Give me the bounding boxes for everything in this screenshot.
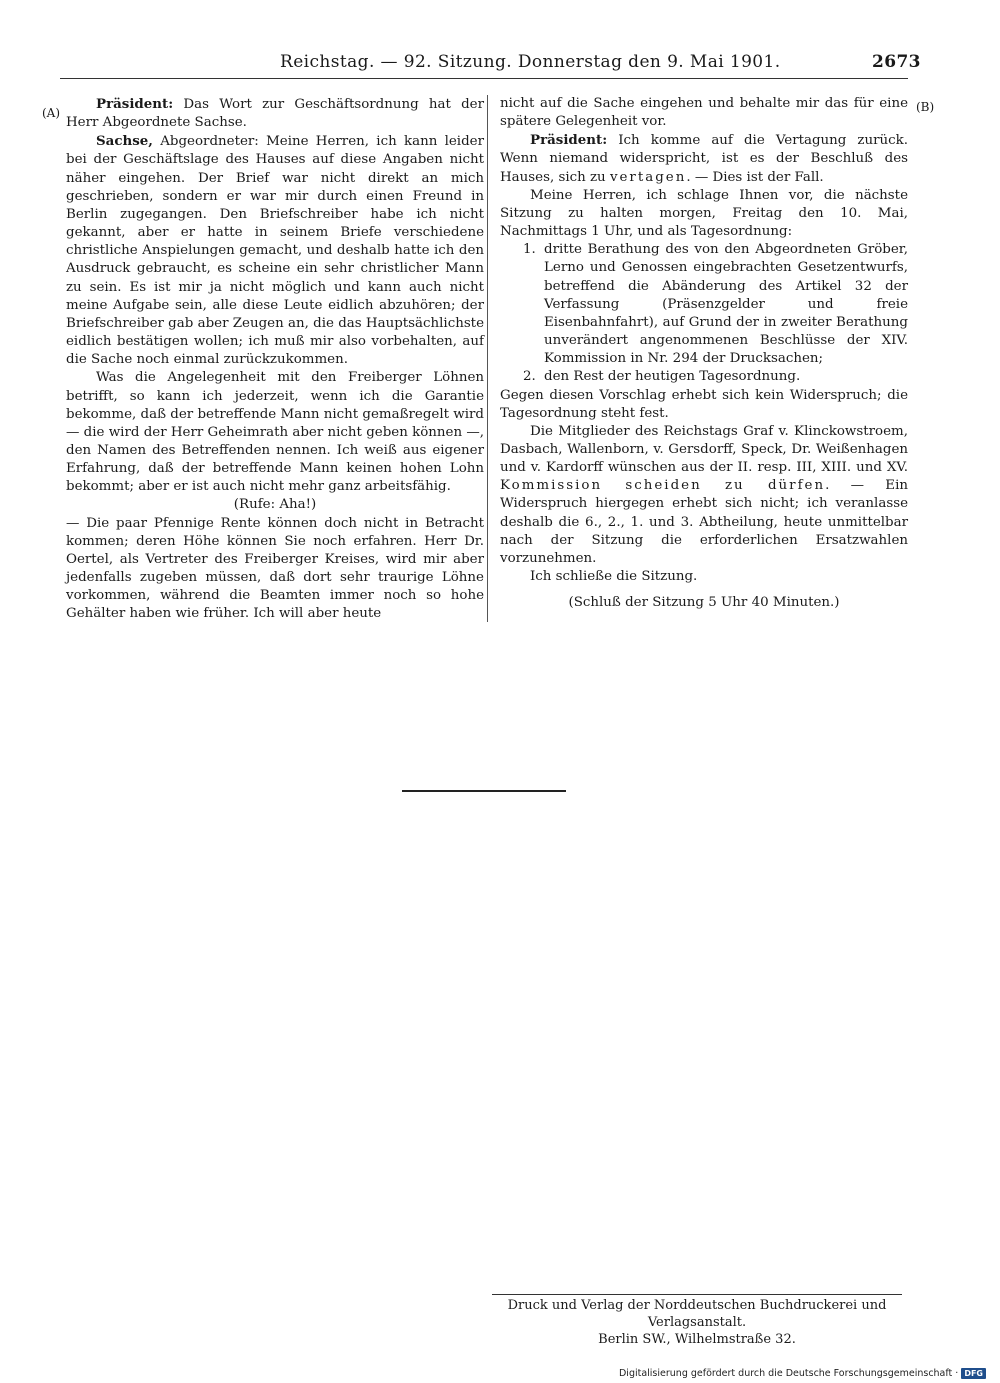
- dfg-separator: ·: [955, 1368, 959, 1379]
- paragraph: [66, 132, 484, 369]
- dfg-credit-text: Digitalisierung gefördert durch die Deutsche Forschungsgemeinschaft: [618, 1368, 953, 1379]
- paragraph-text: Das Wort zur Geschäftsordnung hat der Herr Abgeordnete Sachse.: [66, 97, 484, 131]
- section-end-rule: [402, 790, 566, 792]
- paragraph: [500, 131, 908, 186]
- paragraph: Ich schließe die Sitzung.: [530, 569, 698, 585]
- printer-imprint: [492, 1297, 902, 1348]
- paragraph: Meine Herren, ich schlage Ihnen vor, die nächste Sitzung zu halten morgen, Freitag den 10. Mai, Nachmittags 1 Uhr, und als Tagesordnung:: [500, 187, 908, 240]
- speaker-name: Präsident:: [96, 96, 174, 112]
- paragraph: — Die paar Pfennige Rente können doch nicht in Betracht kommen; deren Höhe können Sie noch erfahren. Herr Dr. Oertel, als Vertreter des Freiberger Kreises, wird mir aber jedenfalls zugeben müssen, daß dort sehr traurige Löhne vorkommen, während die Beamten immer noch so hohe Gehälter haben wie früher. Ich will aber heute: [66, 515, 484, 622]
- paragraph: Was die Angelegenheit mit den Freiberger Löhnen betrifft, so kann ich jederzeit, wenn ich die Garantie bekomme, daß der betreffende Mann nicht gemaßregelt wird — die wird der Herr Geheimrath aber nicht geben können —, den Namen des Betreffenden nennen. Ich weiß aus eigener Erfahrung, daß der betreffende Mann keinen hohen Lohn bekommt; aber er ist auch nicht mehr ganz arbeitsfähig.: [66, 370, 484, 495]
- header-rule: [60, 78, 908, 79]
- footer-rule: [492, 1294, 902, 1295]
- paragraph-text: . — Ein Widerspruch hiergegen erhebt sich nicht; ich veranlasse deshalb die 6., 2., 1. und 3. Abtheilung, heute unmittelbar nach der Sitzung die erforderlichen Ersatzwahlen vorzunehmen.: [500, 478, 908, 566]
- speaker-name: Präsident:: [530, 132, 608, 149]
- printer-address: Berlin SW., Wilhelmstraße 32.: [598, 1332, 796, 1347]
- paragraph: [500, 423, 908, 568]
- interjection: (Rufe: Aha!): [233, 497, 317, 513]
- paragraph: nicht auf die Sache eingehen und behalte mir das für eine spätere Gelegenheit vor.: [500, 96, 908, 130]
- agenda-list: [500, 241, 908, 386]
- agenda-item: 1. dritte Berathung des von den Abgeordneten Gröber, Lerno und Genossen eingebrachten Gesetzentwurfs, betreffend die Abänderung des Artikel 32 der Verfassung (Präsenzgelder und freie Eisenbahnfahrt), auf Grund der in zweiter Berathung unverändert angenommenen Beschlüsse der XIV. Kommission in Nr. 294 der Drucksachen;: [540, 241, 908, 368]
- left-column: [66, 95, 484, 624]
- closing-note: (Schluß der Sitzung 5 Uhr 40 Minuten.): [568, 595, 840, 611]
- column-divider: [487, 95, 488, 622]
- spaced-text: vertagen: [609, 169, 687, 185]
- paragraph-text: Abgeordneter: Meine Herren, ich kann leider bei der Geschäftslage des Hauses auf diese Angaben nicht näher eingehen. Der Brief war nicht direkt an mich geschrieben, sondern er war mir durch einen Freund in Berlin zugegangen. Den Briefschreiber habe ich nicht gekannt, aber er hatte in seinem Briefe verschiedene christliche Anspielungen gemacht, und deshalb hatte ich den Ausdruck gebraucht, es scheine ein sehr christlicher Mann zu sein. Es ist mir ja nicht möglich und kann auch nicht meine Aufgabe sein, alle diese Leute eidlich abzuhören; der Briefschreiber gab aber Zeugen an, die das Hauptsächlichste eidlich bestätigen wollen; ich muß mir also vorbehalten, auf die Sache noch einmal zurückzukommen.: [66, 134, 484, 368]
- paragraph: [66, 95, 484, 132]
- paragraph-text: Ich komme auf die Vertagung zurück. Wenn niemand widerspricht, ist es der Beschluß des Hauses, sich zu: [500, 133, 908, 185]
- page-header: [0, 52, 1000, 76]
- paragraph-text: Die Mitglieder des Reichstags Graf v. Klinckowstroem, Dasbach, Wallenborn, v. Gersdorff, Speck, Dr. Weißenhagen und v. Kardorff wünschen aus der II. resp. III, XIII. und XV.: [500, 423, 908, 476]
- dfg-logo-icon: DFG: [961, 1368, 986, 1379]
- printer-line: Druck und Verlag der Norddeutschen Buchdruckerei und Verlagsanstalt.: [507, 1298, 887, 1330]
- margin-marker-b: (B): [916, 100, 935, 114]
- margin-marker-a: (A): [42, 106, 61, 120]
- agenda-item: 2. den Rest der heutigen Tagesordnung.: [540, 368, 908, 386]
- right-column: [500, 95, 908, 612]
- paragraph: Gegen diesen Vorschlag erhebt sich kein Widerspruch; die Tagesordnung steht fest.: [500, 387, 908, 421]
- speaker-name: Sachse,: [96, 133, 153, 150]
- spaced-text: Kommission scheiden zu dürfen: [500, 478, 826, 494]
- digitization-credit: [619, 1368, 986, 1379]
- page-number: 2673: [872, 52, 921, 72]
- paragraph-text: . — Dies ist der Fall.: [686, 169, 824, 185]
- running-title: Reichstag. — 92. Sitzung. Donnerstag den 9. Mai 1901.: [280, 52, 781, 72]
